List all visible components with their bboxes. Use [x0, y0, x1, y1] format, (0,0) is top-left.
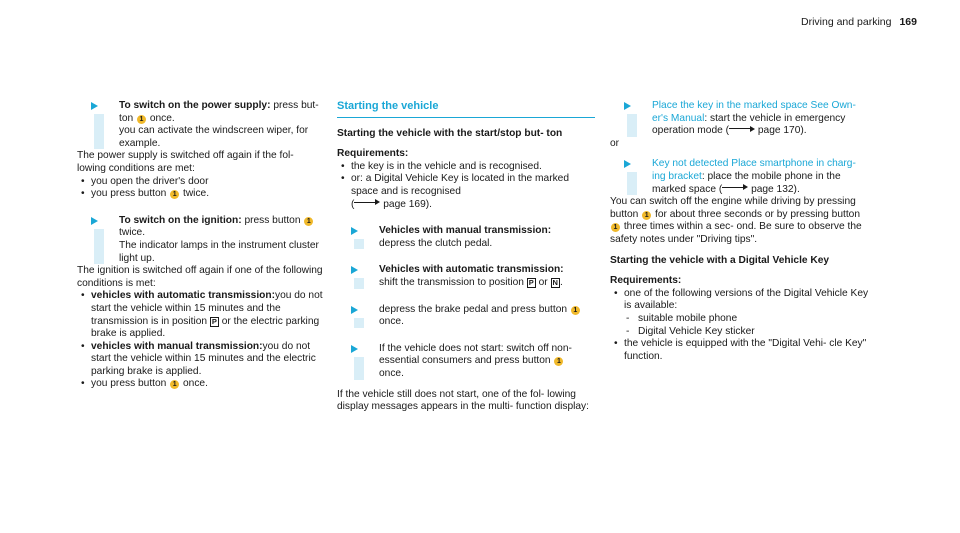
list-item: • you open the driver's door: [77, 176, 325, 189]
list-item: • vehicles with manual transmission:you do not start the vehicle within 15 minutes and the electric parking brake is applied.: [77, 341, 325, 379]
step-automatic: Vehicles with automatic transmission: shift the transmission to position P or N .: [337, 264, 595, 289]
button-1-badge-icon: 1: [554, 357, 563, 366]
section-title: Starting the vehicle: [337, 100, 595, 118]
list-item: - Digital Vehicle Key sticker: [624, 326, 872, 339]
step-arrow-icon: [624, 160, 631, 168]
button-1-badge-icon: 1: [304, 217, 313, 226]
step-manual: Vehicles with manual transmission: depress the clutch pedal.: [337, 225, 595, 250]
requirements-label: Requirements:: [610, 275, 682, 287]
page-ref-arrow-icon: [729, 125, 755, 133]
step-emergency: Place the key in the marked space See Own- er's Manual: start the vehicle in emergency operation mode ( page 170).: [610, 100, 872, 138]
subheading: Starting the vehicle with the start/stop but- ton: [337, 127, 563, 139]
paragraph: You can switch off the engine while driving by pressing button 1 for about three seconds or by pressing button 1 three times within a sec- ond. Be sure to observe the safety notes under "Driving tips".: [610, 196, 862, 245]
gear-n-icon: N: [552, 277, 558, 287]
subheading: Starting the vehicle with a Digital Vehicle Key: [610, 254, 830, 266]
dash-list: [624, 313, 872, 338]
step-arrow-icon: [624, 102, 631, 110]
gear-p-icon: P: [211, 316, 217, 326]
button-1-badge-icon: 1: [611, 223, 620, 232]
paragraph: If the vehicle still does not start, one of the fol- lowing display messages appears in the multi- function display:: [337, 388, 589, 413]
paragraph: The ignition is switched off again if one of the following conditions is met:: [77, 265, 323, 289]
requirements-list: [610, 338, 872, 363]
page-ref-arrow-icon: [722, 184, 748, 192]
display-message: Key not detected Place smartphone in charg- ing bracket: [652, 158, 856, 182]
gear-p-icon: P: [528, 277, 534, 287]
step-lead: To switch on the ignition:: [119, 214, 242, 226]
list-item: • the key is in the vehicle and is recognised.: [337, 161, 595, 174]
step-arrow-icon: [351, 227, 358, 235]
button-1-badge-icon: 1: [571, 306, 580, 315]
step-arrow-icon: [351, 345, 358, 353]
button-1-badge-icon: 1: [170, 380, 179, 389]
paragraph: The power supply is switched off again if the fol- lowing conditions are met:: [77, 150, 294, 174]
list-item: • you press button 1 twice.: [77, 188, 325, 201]
list-item: • vehicles with automatic transmission:you do not start the vehicle within 15 minutes and the transmission is in position P or the electric parking brake is applied.: [77, 290, 325, 340]
button-1-badge-icon: 1: [137, 115, 146, 124]
list-item: • one of the following versions of the Digital Vehicle Key is available:: [610, 288, 872, 313]
column-3: [610, 100, 872, 363]
bullet-list: [77, 176, 325, 201]
page-header: [801, 16, 917, 29]
step-arrow-icon: [351, 306, 358, 314]
list-item: • you press button 1 once.: [77, 378, 325, 391]
step-arrow-icon: [91, 217, 98, 225]
list-item: • the vehicle is equipped with the "Digital Vehi- cle Key" function.: [610, 338, 872, 363]
step-smartphone: Key not detected Place smartphone in charg- ing bracket: place the mobile phone in the marked space ( page 132).: [610, 158, 872, 196]
header-title: Driving and parking: [801, 16, 892, 28]
bullet-list: [77, 290, 325, 391]
list-item: • or: a Digital Vehicle Key is located in the marked space and is recognised ( page 169).: [337, 173, 595, 211]
step-arrow-icon: [91, 102, 98, 110]
step-lead: To switch on the power supply:: [119, 100, 271, 111]
or-text: or: [610, 137, 620, 149]
requirements-label: Requirements:: [337, 148, 409, 160]
step-power-supply: To switch on the power supply: press but- ton 1 once. you can activate the windscreen wiper, for example.: [77, 100, 325, 150]
page-ref-arrow-icon: [354, 199, 380, 207]
page-number: 169: [899, 16, 917, 28]
step-ignition: To switch on the ignition: press button 1 twice. The indicator lamps in the instrument cluster light up.: [77, 215, 325, 265]
column-2: [337, 100, 595, 414]
step-not-start: If the vehicle does not start: switch off non- essential consumers and press button 1 once.: [337, 343, 595, 381]
requirements-list: [337, 161, 595, 211]
requirements-list: [610, 288, 872, 313]
list-item: - suitable mobile phone: [624, 313, 872, 326]
display-message: Place the key in the marked space See Own- er's Manual: [652, 100, 856, 124]
step-brake: depress the brake pedal and press button 1 once.: [337, 304, 595, 329]
button-1-badge-icon: 1: [642, 211, 651, 220]
step-arrow-icon: [351, 266, 358, 274]
column-1: [77, 100, 325, 391]
button-1-badge-icon: 1: [170, 190, 179, 199]
